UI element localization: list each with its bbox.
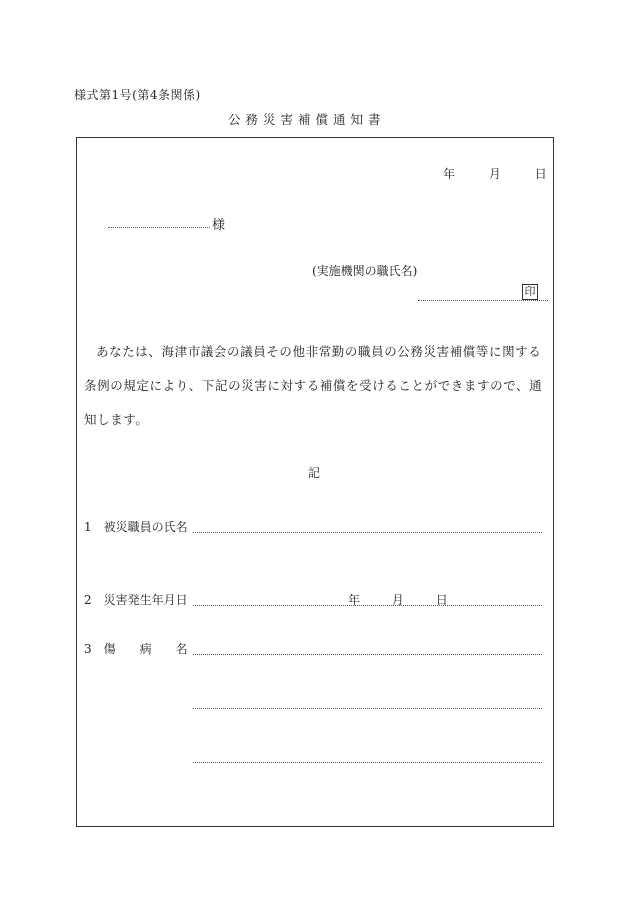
date-day: 日 bbox=[534, 167, 547, 181]
item-injury-label: 3 傷 病 名 bbox=[84, 642, 188, 656]
accident-date-fields bbox=[348, 591, 448, 608]
item-victim-name-line bbox=[193, 518, 542, 533]
seal-mark: 印 bbox=[522, 284, 538, 300]
date-month: 月 bbox=[488, 167, 501, 181]
recipient-name-line bbox=[108, 213, 210, 228]
item-accident-date-label: 2 災害発生年月日 bbox=[84, 593, 188, 607]
item-victim-name-label: 1 被災職員の氏名 bbox=[84, 520, 188, 534]
form-number: 様式第1号(第4条関係) bbox=[74, 88, 201, 102]
ki-heading: 記 bbox=[308, 466, 321, 480]
recipient-suffix: 様 bbox=[212, 218, 226, 233]
item-injury-line-3 bbox=[193, 748, 542, 763]
item-injury-line-2 bbox=[193, 694, 542, 709]
org-label: (実施機関の職氏名) bbox=[312, 264, 418, 278]
issue-date bbox=[443, 165, 547, 182]
accident-month: 月 bbox=[391, 593, 404, 607]
document-title: 公務災害補償通知書 bbox=[228, 112, 386, 127]
date-year: 年 bbox=[443, 167, 456, 181]
notice-body: あなたは、海津市議会の議員その他非常勤の職員の公務災害補償等に関する条例の規定により、下記の災害に対する補償を受けることができますので、通知します。 bbox=[84, 344, 543, 427]
item-injury-line-1 bbox=[193, 640, 542, 655]
accident-year: 年 bbox=[348, 593, 361, 607]
form-frame bbox=[76, 137, 554, 827]
accident-day: 日 bbox=[435, 593, 448, 607]
